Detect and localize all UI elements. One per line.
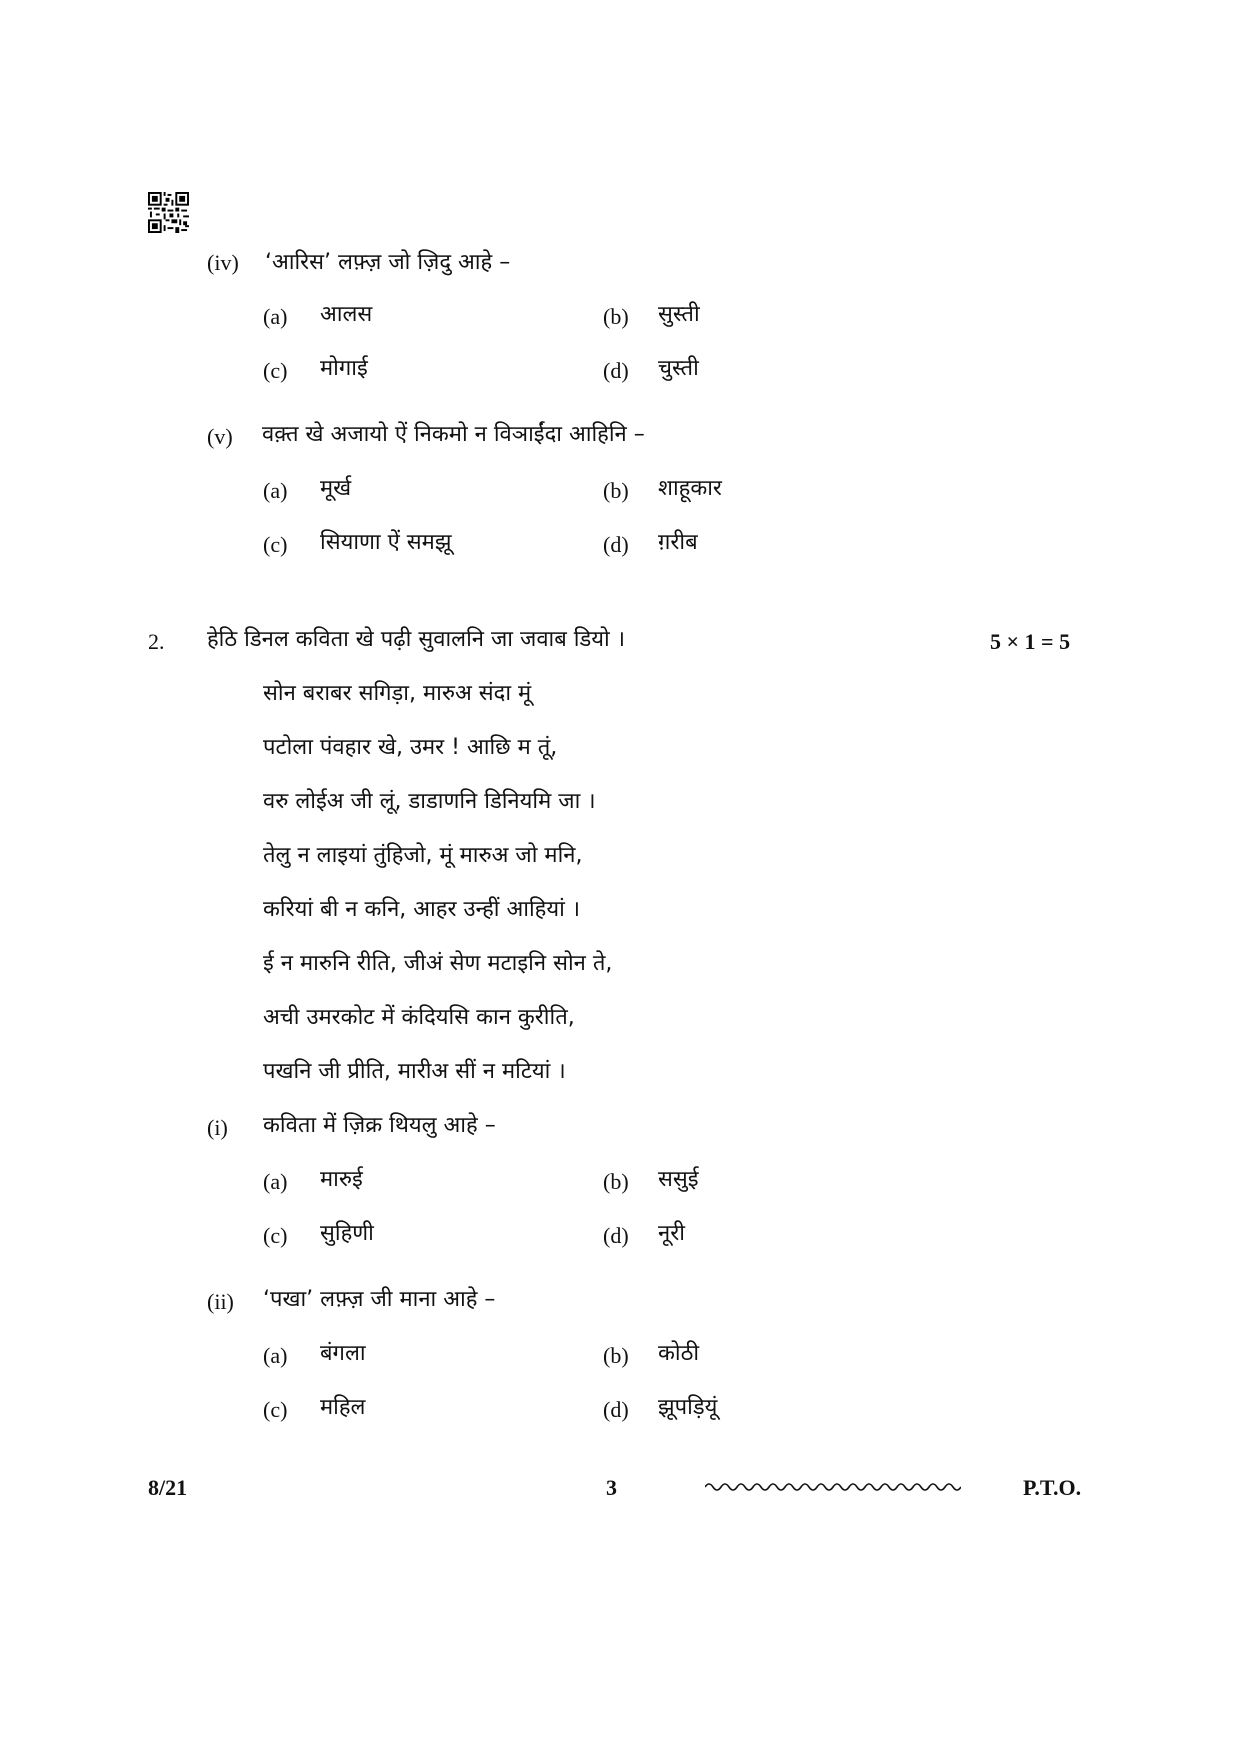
q1-iv-number: (iv): [207, 250, 239, 275]
option-text: शाहूकार: [658, 476, 722, 501]
option-label: (c): [263, 532, 288, 557]
paper-code: 8/21: [148, 1475, 188, 1500]
option-label: (a): [263, 1343, 288, 1368]
option-text: झूपड़ियूं: [658, 1395, 718, 1420]
poem-line: ई न मारुनि रीति, जीअं सेण मटाइनि सोन ते,: [263, 951, 613, 976]
pto-label: P.T.O.: [1023, 1475, 1082, 1500]
poem-line: करियां बी न कनि, आहर उन्हीं आहियां ।: [263, 897, 581, 922]
option-label: (d): [603, 532, 629, 557]
q2-ii-number: (ii): [207, 1289, 234, 1314]
option-label: (b): [603, 304, 629, 329]
q1-v-text: वक़्त खे अजायो ऐं निकमो न विञाईंदा आहिनि –: [262, 422, 645, 447]
option-label: (c): [263, 1397, 288, 1422]
option-text: सुस्ती: [658, 302, 700, 327]
option-text: सुहिणी: [320, 1221, 374, 1246]
option-text: बंगला: [320, 1341, 366, 1366]
poem-line: पखनि जी प्रीति, मारीअ सीं न मटियां ।: [263, 1059, 566, 1084]
poem-line: अची उमरकोट में कंदियसि कान कुरीति,: [263, 1005, 575, 1030]
option-text: मोगाई: [320, 356, 368, 381]
option-label: (a): [263, 304, 288, 329]
poem-line: पटोला पंवहार खे, उमर ! आछि म तूं,: [263, 735, 558, 760]
q2-i-text: कविता में ज़िक्र थियलु आहे –: [263, 1113, 496, 1138]
option-label: (d): [603, 358, 629, 383]
q2-ii-text: ‘पखा’ लफ़्ज़ जी माना आहे –: [263, 1287, 496, 1312]
option-label: (b): [603, 478, 629, 503]
option-label: (b): [603, 1169, 629, 1194]
option-text: कोठी: [658, 1341, 700, 1366]
option-label: (a): [263, 1169, 288, 1194]
option-label: (c): [263, 1223, 288, 1248]
wavy-line: [705, 1480, 961, 1494]
option-label: (d): [603, 1397, 629, 1422]
q2-i-number: (i): [207, 1115, 228, 1140]
option-label: (a): [263, 478, 288, 503]
page-number: 3: [606, 1475, 617, 1500]
poem-line: तेलु न लाइयां तुंहिजो, मूं मारुअ जो मनि,: [263, 843, 583, 868]
option-text: मूर्ख: [320, 476, 352, 501]
option-text: सियाणा ऐं समझू: [320, 530, 452, 555]
option-label: (d): [603, 1223, 629, 1248]
option-text: नूरी: [658, 1221, 685, 1246]
option-text: महिल: [320, 1395, 366, 1420]
option-label: (c): [263, 358, 288, 383]
q2-instruction: हेठि डिनल कविता खे पढ़ी सुवालनि जा जवाब डियो ।: [207, 627, 626, 652]
poem-line: सोन बराबर सगिड़ा, मारुअ संदा मूं: [263, 681, 532, 706]
poem-line: वरु लोईअ जी लूं, डाडाणनि डिनियमि जा ।: [263, 789, 596, 814]
option-text: आलस: [320, 302, 373, 327]
option-label: (b): [603, 1343, 629, 1368]
option-text: मारुई: [320, 1167, 363, 1192]
option-text: ग़रीब: [658, 530, 698, 555]
qr-code: [148, 192, 189, 233]
option-text: चुस्ती: [658, 356, 699, 381]
option-text: ससुई: [658, 1167, 699, 1192]
q2-marks: 5 × 1 = 5: [990, 629, 1071, 654]
q2-number: 2.: [148, 629, 165, 654]
q1-iv-text: ‘आरिस’ लफ़्ज़ जो ज़िदु आहे –: [265, 250, 511, 275]
q1-v-number: (v): [207, 424, 233, 449]
